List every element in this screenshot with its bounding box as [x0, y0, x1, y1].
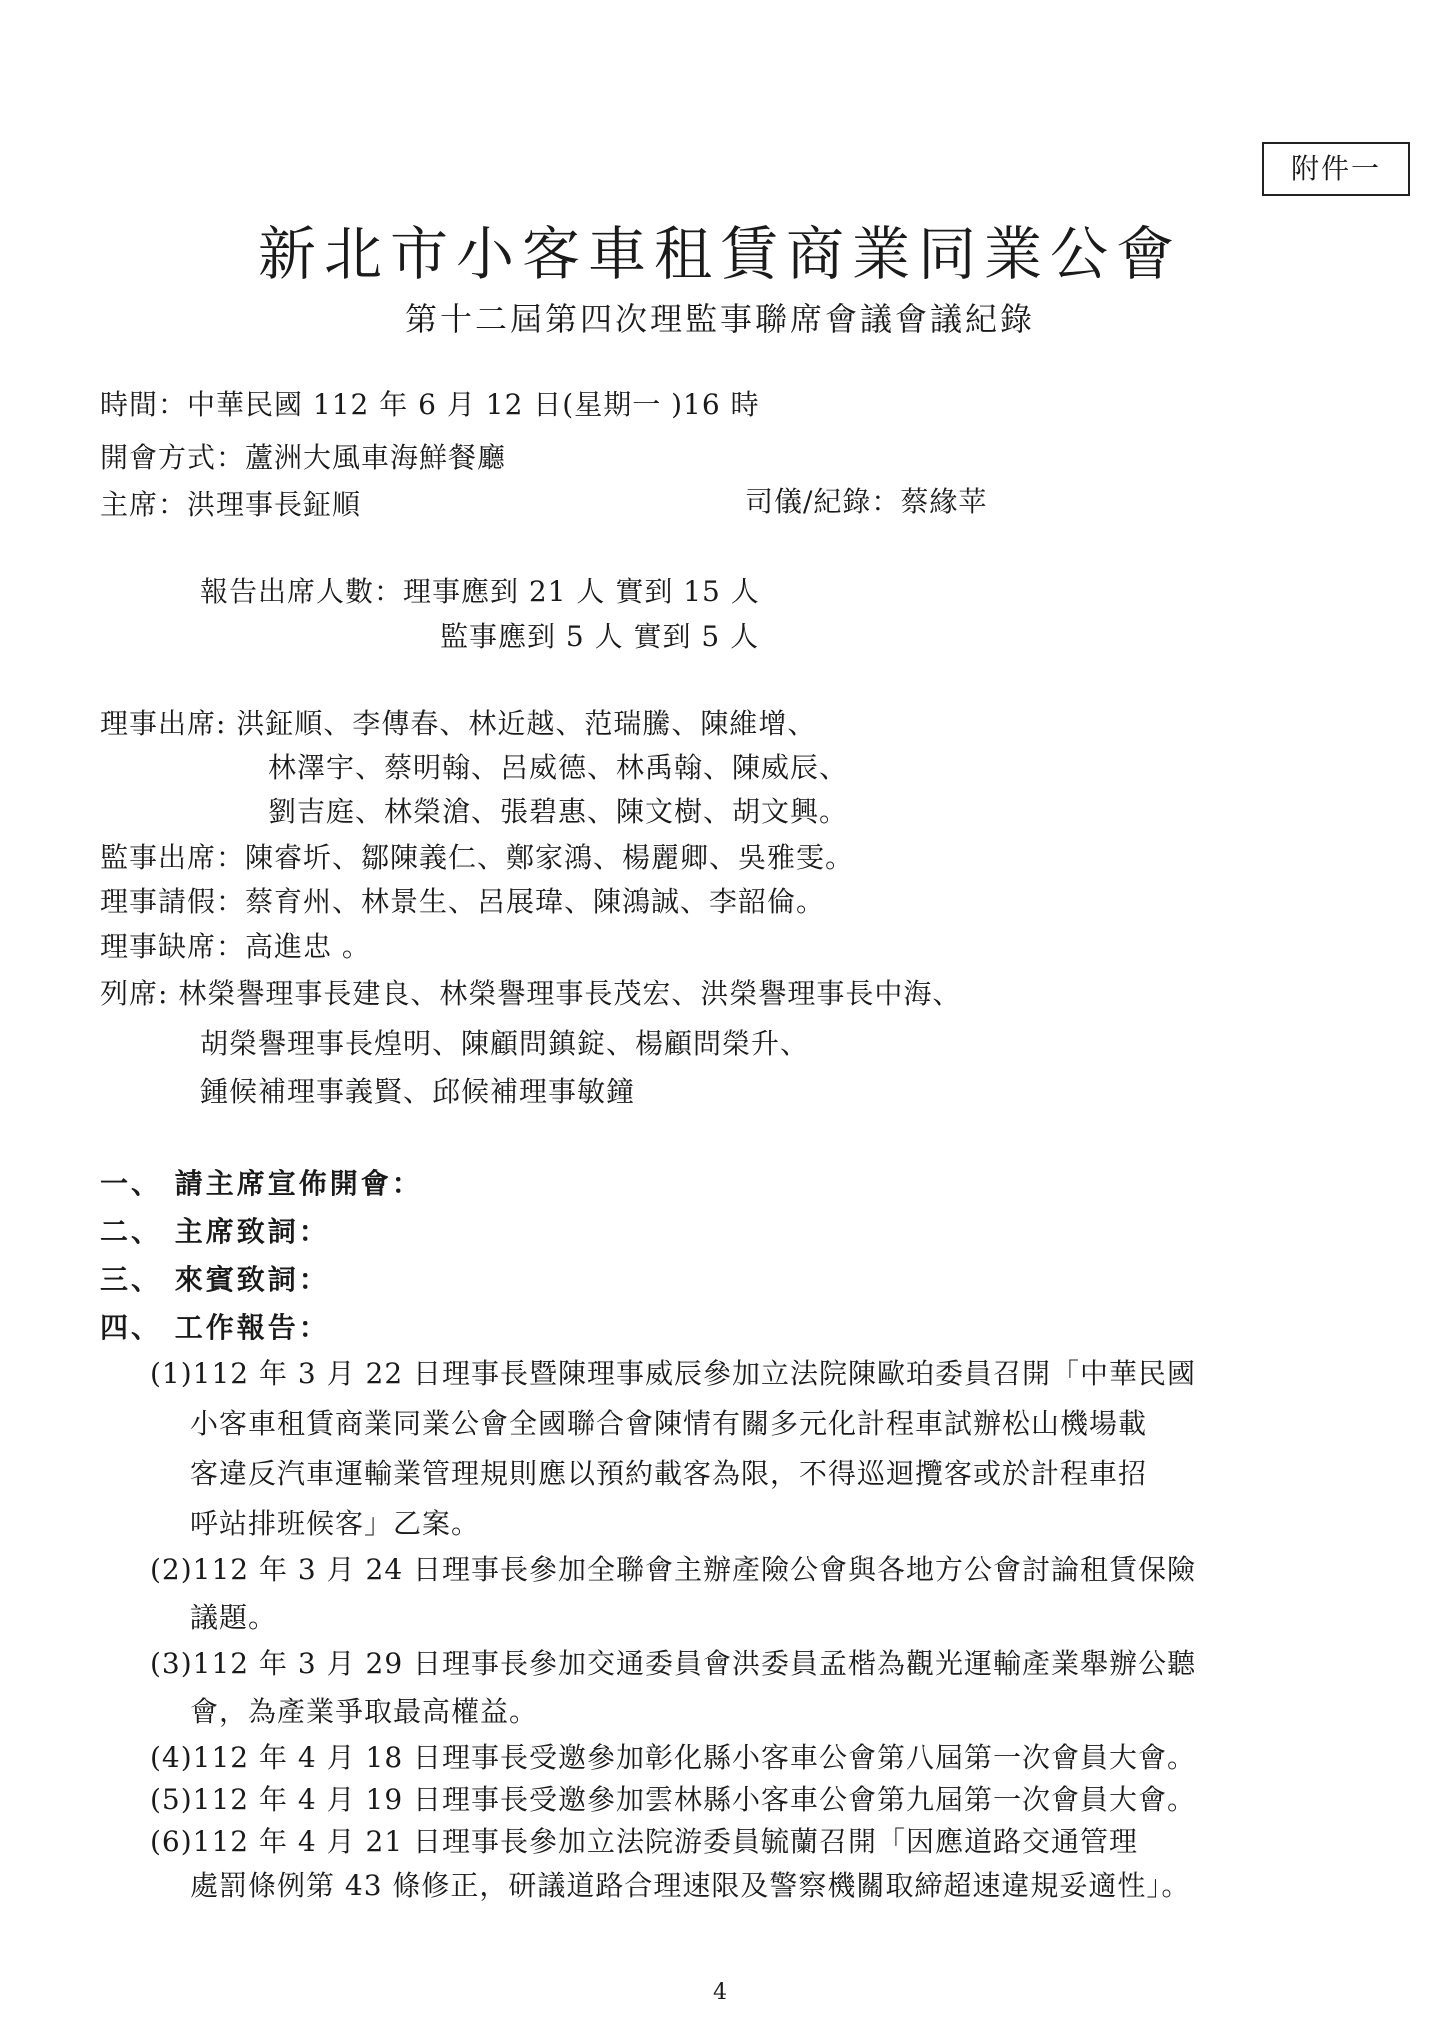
attendance-directors: 報告出席人數：理事應到 21 人 實到 15 人	[200, 575, 760, 608]
report-5-line-1: (5)112 年 4 月 19 日理事長受邀參加雲林縣小客車公會第九屆第一次會員大會。	[150, 1783, 1197, 1816]
report-3-line-2: 會，為產業爭取最高權益。	[190, 1695, 539, 1728]
report-4-line-1: (4)112 年 4 月 18 日理事長受邀參加彰化縣小客車公會第八屆第一次會員大會。	[150, 1741, 1197, 1774]
report-3-line-1: (3)112 年 3 月 29 日理事長參加交通委員會洪委員孟楷為觀光運輸產業舉辦公聽	[150, 1647, 1197, 1680]
directors-present-line-2: 林澤宇、蔡明翰、呂威德、林禹翰、陳威辰、	[268, 751, 849, 784]
document-title: 新北市小客車租賃商業同業公會	[257, 220, 1182, 288]
report-6-line-1: (6)112 年 4 月 21 日理事長參加立法院游委員毓蘭召開「因應道路交通管理	[150, 1825, 1139, 1858]
report-2-line-1: (2)112 年 3 月 24 日理事長參加全聯會主辦產險公會與各地方公會討論租賃保險	[150, 1553, 1197, 1586]
agenda-item-1: 一、 請主席宣佈開會：	[100, 1167, 423, 1200]
directors-present-line-1: 理事出席: 洪鉦順、李傳春、林近越、范瑞騰、陳維增、	[100, 707, 817, 740]
observers-line-1: 列席: 林榮譽理事長建良、林榮譽理事長茂宏、洪榮譽理事長中海、	[100, 977, 962, 1010]
agenda-item-4: 四、 工作報告：	[100, 1311, 330, 1344]
report-1-line-4: 呼站排班候客」乙案。	[190, 1507, 481, 1540]
meeting-chair: 主席：洪理事長鉦順	[100, 488, 362, 521]
agenda-item-2: 二、 主席致詞：	[100, 1215, 330, 1248]
observers-line-2: 胡榮譽理事長煌明、陳顧問鎮錠、楊顧問榮升、	[200, 1027, 810, 1060]
report-1-line-1: (1)112 年 3 月 22 日理事長暨陳理事威辰參加立法院陳歐珀委員召開「中華民國	[150, 1357, 1197, 1390]
meeting-recorder: 司儀/紀錄：蔡緣苹	[745, 485, 988, 518]
meeting-venue: 開會方式：蘆洲大風車海鮮餐廳	[100, 441, 507, 474]
report-1-line-2: 小客車租賃商業同業公會全國聯合會陳情有關多元化計程車試辦松山機場載	[190, 1407, 1148, 1440]
report-6-line-2: 處罰條例第 43 條修正，研議道路合理速限及警察機關取締超速違規妥適性」。	[190, 1869, 1191, 1902]
report-1-line-3: 客違反汽車運輸業管理規則應以預約載客為限，不得巡迴攬客或於計程車招	[190, 1457, 1148, 1490]
observers-line-3: 鍾候補理事義賢、邱候補理事敏鐘	[200, 1075, 636, 1108]
attachment-label-box: 附件一	[1262, 142, 1410, 196]
directors-leave: 理事請假：蔡育州、林景生、呂展瑋、陳鴻誠、李韶倫。	[100, 885, 826, 918]
supervisors-present: 監事出席：陳睿圻、鄒陳義仁、鄭家鴻、楊麗卿、吳雅雯。	[100, 841, 855, 874]
attendance-supervisors: 監事應到 5 人 實到 5 人	[440, 620, 760, 653]
page-number: 4	[713, 1980, 727, 2005]
report-2-line-2: 議題。	[190, 1601, 278, 1634]
agenda-item-3: 三、 來賓致詞：	[100, 1263, 330, 1296]
meeting-time: 時間：中華民國 112 年 6 月 12 日(星期一 )16 時	[100, 388, 760, 421]
document-subtitle: 第十二屆第四次理監事聯席會議會議紀錄	[404, 300, 1035, 338]
directors-absent: 理事缺席：高進忠 。	[100, 930, 371, 963]
directors-present-line-3: 劉吉庭、林榮滄、張碧惠、陳文樹、胡文興。	[268, 795, 849, 828]
